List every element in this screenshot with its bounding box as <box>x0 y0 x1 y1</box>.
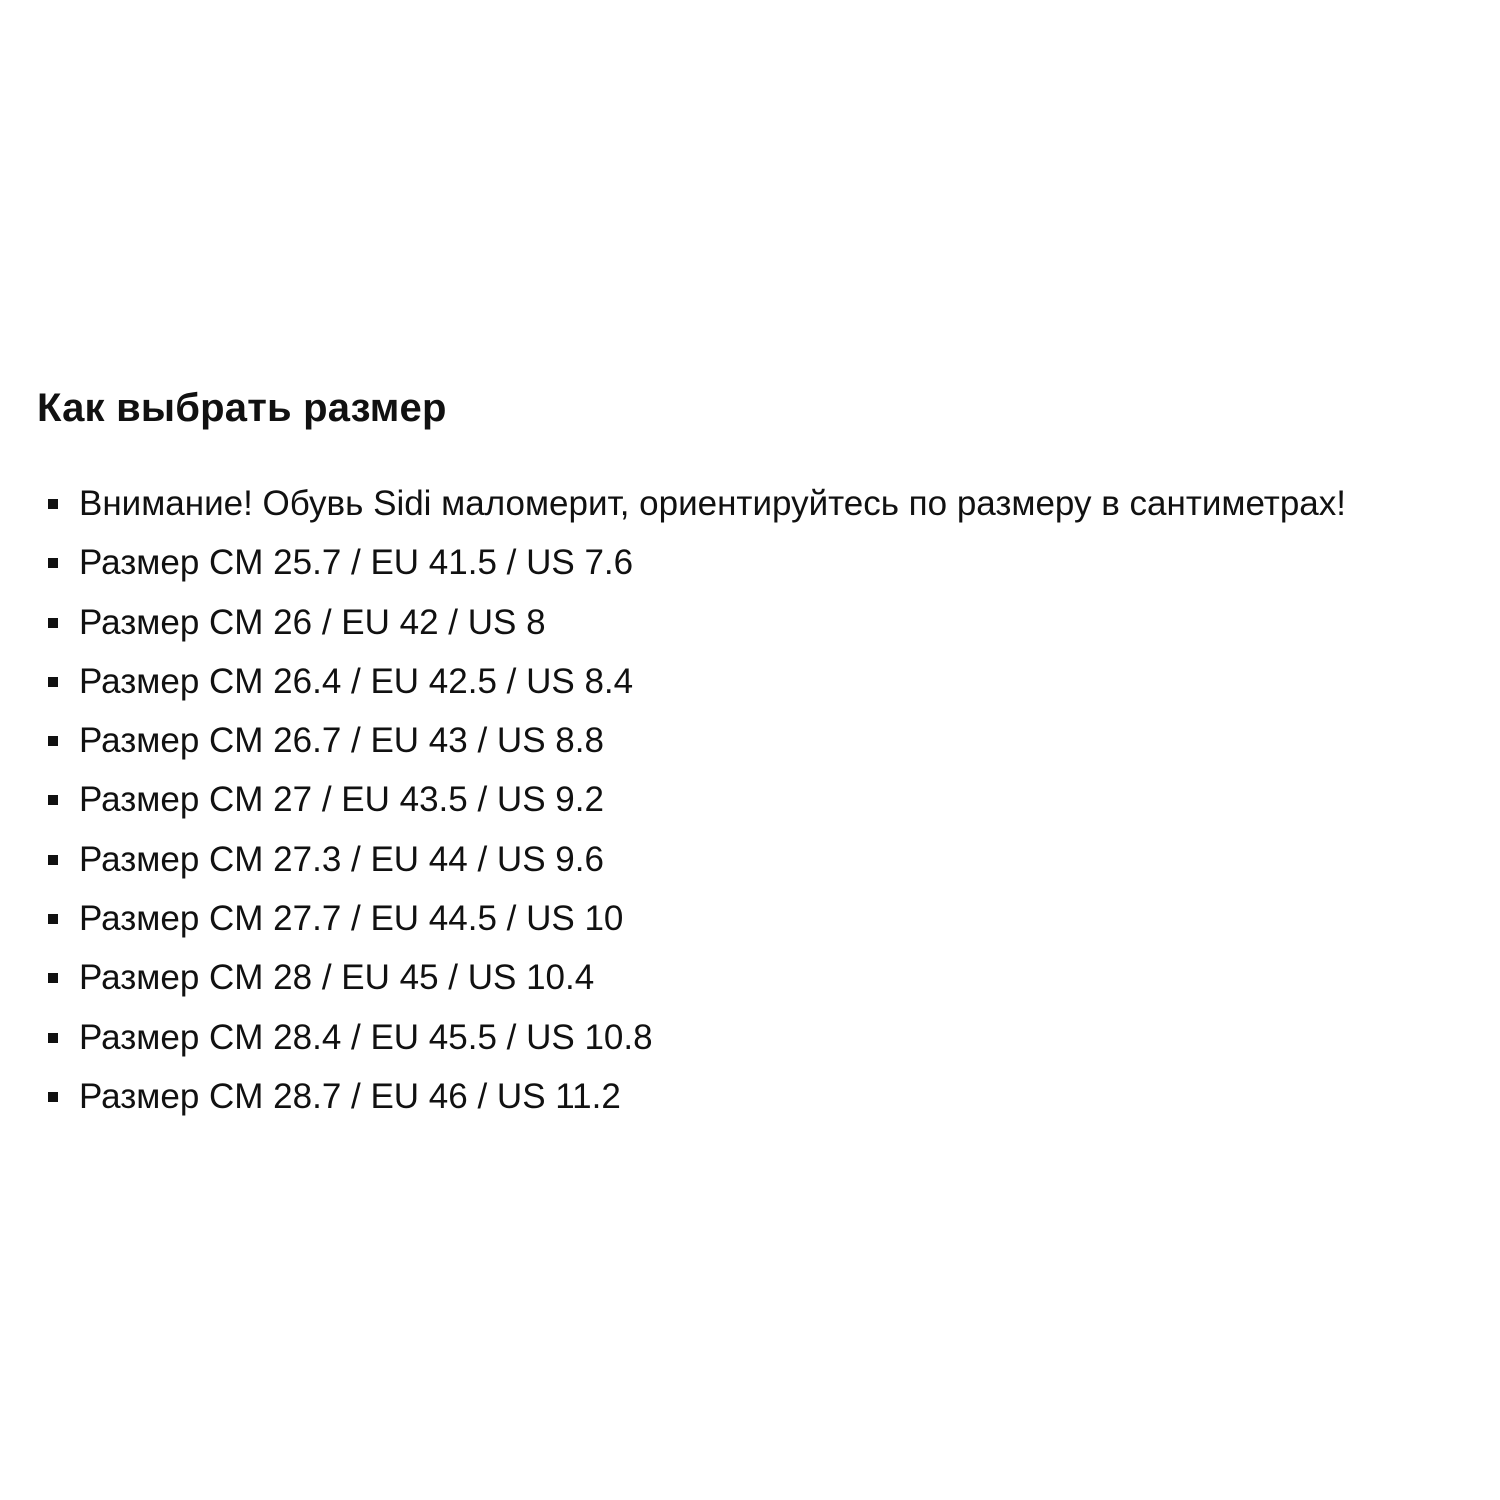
square-bullet-icon <box>48 1033 58 1043</box>
square-bullet-icon <box>48 618 58 628</box>
size-list-item <box>37 830 1477 889</box>
size-list-item <box>37 652 1477 711</box>
square-bullet-icon <box>48 1092 58 1102</box>
size-list-item <box>37 533 1477 592</box>
square-bullet-icon <box>48 973 58 983</box>
size-list-item-text: Размер CM 25.7 / EU 41.5 / US 7.6 <box>79 543 634 583</box>
size-list-item <box>37 593 1477 652</box>
size-list-item-text: Размер CM 26.7 / EU 43 / US 8.8 <box>79 721 604 761</box>
square-bullet-icon <box>48 677 58 687</box>
size-list-item-text: Размер CM 27.3 / EU 44 / US 9.6 <box>79 839 604 879</box>
square-bullet-icon <box>48 736 58 746</box>
size-list <box>37 474 1477 1126</box>
size-list-item-text: Размер CM 28.4 / EU 45.5 / US 10.8 <box>79 1017 653 1057</box>
square-bullet-icon <box>48 914 58 924</box>
size-guide-section <box>37 380 1477 1126</box>
size-list-item-text: Размер CM 26.4 / EU 42.5 / US 8.4 <box>79 661 634 701</box>
size-list-item <box>37 770 1477 829</box>
size-list-item-text: Размер CM 27 / EU 43.5 / US 9.2 <box>79 780 604 820</box>
square-bullet-icon <box>48 558 58 568</box>
size-list-item <box>37 948 1477 1007</box>
size-list-item <box>37 1067 1477 1126</box>
size-list-item-text: Размер CM 27.7 / EU 44.5 / US 10 <box>79 899 624 939</box>
size-list-item <box>37 711 1477 770</box>
size-guide-title: Как выбрать размер <box>37 386 447 430</box>
square-bullet-icon <box>48 855 58 865</box>
size-list-item-text: Размер CM 28 / EU 45 / US 10.4 <box>79 958 595 998</box>
size-list-item <box>37 474 1477 533</box>
size-list-item-text: Размер CM 26 / EU 42 / US 8 <box>79 602 546 642</box>
size-list-item <box>37 889 1477 948</box>
size-list-item <box>37 1008 1477 1067</box>
square-bullet-icon <box>48 795 58 805</box>
square-bullet-icon <box>48 499 58 509</box>
size-list-item-text: Размер CM 28.7 / EU 46 / US 11.2 <box>79 1076 621 1116</box>
size-list-item-text: Внимание! Обувь Sidi маломерит, ориентируйтесь по размеру в сантиметрах! <box>79 484 1346 523</box>
